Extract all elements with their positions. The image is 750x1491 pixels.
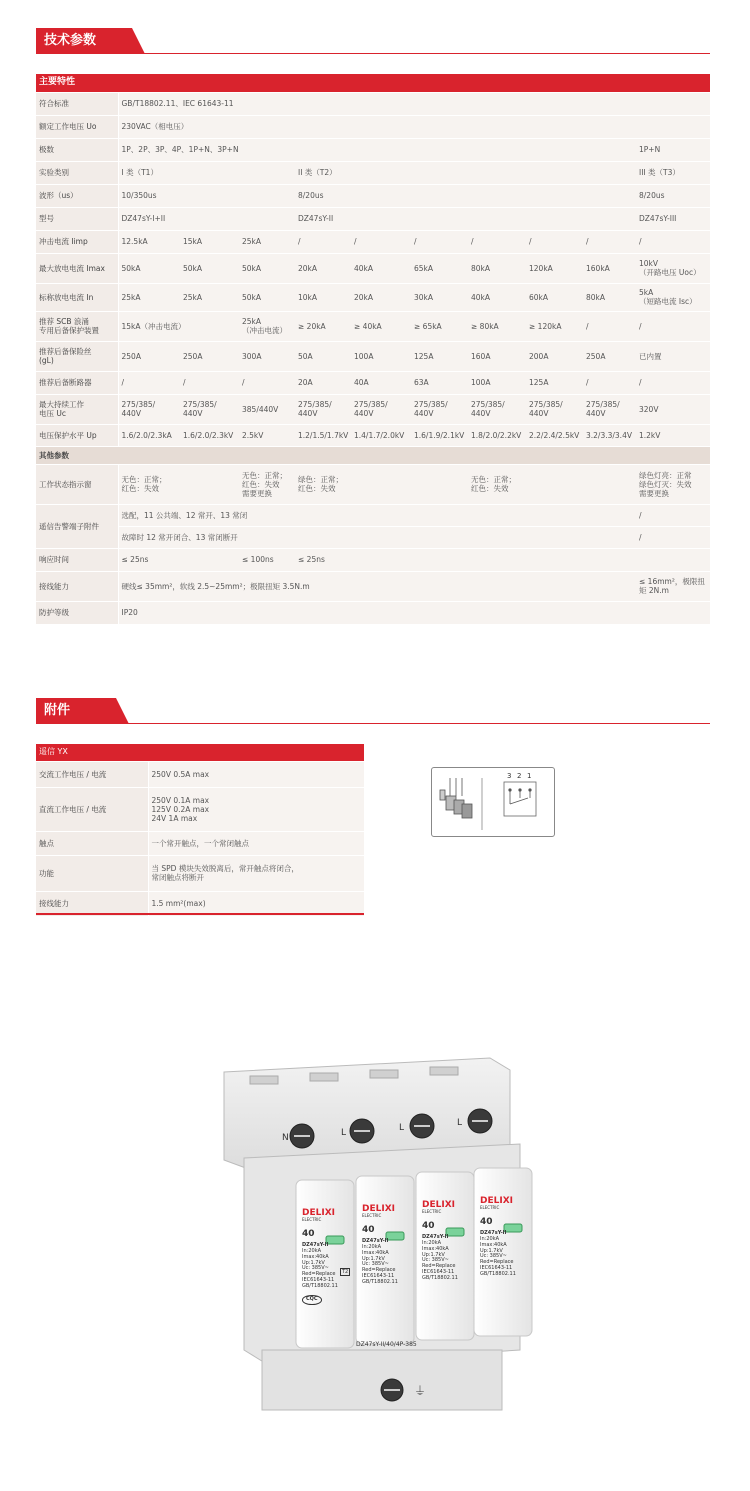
terminal-label-l: L — [457, 1118, 463, 1128]
brand-sub: ELECTRIC — [422, 1209, 442, 1215]
cell: 20kA — [351, 283, 411, 311]
table-row — [36, 761, 364, 787]
terminal-label-n: N — [282, 1133, 289, 1143]
module-label — [302, 1208, 352, 1305]
cell: 无色：正常； 红色：失效 — [468, 464, 636, 504]
table-row — [36, 831, 364, 855]
table-row — [36, 571, 710, 601]
cell: ≥ 65kA — [411, 311, 468, 341]
section-title: 附件 — [36, 698, 116, 724]
table-row — [36, 548, 710, 571]
rating: 40 — [480, 1216, 493, 1227]
table-row — [36, 253, 710, 283]
cell: / — [295, 230, 351, 253]
cert-badge: CQC — [302, 1295, 322, 1305]
cell: / — [636, 504, 710, 526]
cell: 50kA — [118, 253, 180, 283]
cell: 65kA — [411, 253, 468, 283]
wiring-diagram — [431, 767, 555, 837]
cell: 25kA — [180, 283, 239, 311]
cell: 1P、2P、3P、4P、1P+N、3P+N — [118, 138, 636, 161]
cell: 250V 0.1A max 125V 0.2A max 24V 1A max — [148, 787, 364, 831]
cell: 60kA — [526, 283, 583, 311]
cell: 10/350us — [118, 184, 295, 207]
cell: 2.5kV — [239, 424, 295, 446]
row-label: 触点 — [36, 831, 148, 855]
cell: ≤ 16mm²，极限扭矩 2N.m — [636, 571, 710, 601]
cell: 275/385/ 440V — [118, 394, 180, 424]
cell: 一个常开触点，一个常闭触点 — [148, 831, 364, 855]
cell: 硬线≤ 35mm²，软线 2.5~25mm²；极限扭矩 3.5N.m — [118, 571, 636, 601]
cell: 10kA — [295, 283, 351, 311]
cell: 选配，11 公共端、12 常开、13 常闭 — [118, 504, 636, 526]
row-label: 型号 — [36, 207, 118, 230]
row-label: 工作状态指示窗 — [36, 464, 118, 504]
cell: 80kA — [468, 253, 526, 283]
cell: 1P+N — [636, 138, 710, 161]
cell: ≥ 20kA — [295, 311, 351, 341]
spec-lines: In:20kA Imax:40kA Up:1.7kV Uc: 385V~ Red=Replace IEC61643-11 GB/T18802.11 — [480, 1236, 516, 1277]
wiring-diagram-icon — [432, 768, 556, 838]
table-row — [36, 311, 710, 341]
brand-logo: DELIXI — [362, 1204, 395, 1214]
brand-logo: DELIXI — [422, 1200, 455, 1210]
accessory-table — [36, 744, 364, 917]
cell: DZ47sY-I+II — [118, 207, 295, 230]
table-row — [36, 283, 710, 311]
cell: ≤ 25ns — [295, 548, 710, 571]
table-row — [36, 138, 710, 161]
section-header-acc — [36, 698, 710, 724]
model-text: DZ47sY-II — [480, 1230, 507, 1237]
cell: 10kV （开路电压 Uoc） — [636, 253, 710, 283]
cell: 100A — [468, 371, 526, 394]
cell: 50A — [295, 341, 351, 371]
cell: 20kA — [295, 253, 351, 283]
cell: 80kA — [583, 283, 636, 311]
cell: 3.2/3.3/3.4V — [583, 424, 636, 446]
cell: 1.2kV — [636, 424, 710, 446]
cell: II 类（T2） — [295, 161, 636, 184]
cell: 1.4/1.7/2.0kV — [351, 424, 411, 446]
cell: 300A — [239, 341, 295, 371]
model-text: DZ47sY-II — [362, 1238, 389, 1245]
cell: / — [636, 371, 710, 394]
table-row — [36, 464, 710, 504]
cell: 320V — [636, 394, 710, 424]
cell: 120kA — [526, 253, 583, 283]
cell: DZ47sY-II — [295, 207, 636, 230]
spec-lines: In:20kA Imax:40kA Up:1.7kV Uc: 385V~ Red=Replace IEC61643-11 GB/T18802.11 — [302, 1248, 338, 1289]
terminal-number: 3 — [507, 772, 512, 780]
cell: / — [411, 230, 468, 253]
row-label: 防护等级 — [36, 601, 118, 624]
cell: 1.5 mm²(max) — [148, 891, 364, 916]
terminal-number: 2 — [517, 772, 522, 780]
cell: 250A — [118, 341, 180, 371]
terminal-label-l: L — [399, 1123, 405, 1133]
module-label — [362, 1204, 412, 1285]
cell: DZ47sY-III — [636, 207, 710, 230]
cell: GB/T18802.11、IEC 61643-11 — [118, 92, 710, 115]
cell: / — [636, 230, 710, 253]
row-label: 额定工作电压 Uo — [36, 115, 118, 138]
cell: 230VAC（相电压） — [118, 115, 710, 138]
row-label: 冲击电流 Iimp — [36, 230, 118, 253]
row-label: 实验类别 — [36, 161, 118, 184]
cell: 63A — [411, 371, 468, 394]
cell: 20A — [295, 371, 351, 394]
cell: 25kA — [118, 283, 180, 311]
row-label: 直流工作电压 / 电流 — [36, 787, 148, 831]
row-label: 遥信告警端子附件 — [36, 504, 118, 548]
row-label: 响应时间 — [36, 548, 118, 571]
row-label: 交流工作电压 / 电流 — [36, 761, 148, 787]
row-label: 推荐后备断路器 — [36, 371, 118, 394]
row-label: 最大放电电流 Imax — [36, 253, 118, 283]
table-row — [36, 504, 710, 526]
cell: IP20 — [118, 601, 710, 624]
section-header-tech — [36, 28, 710, 54]
table-row — [36, 184, 710, 207]
row-label: 标称放电电流 In — [36, 283, 118, 311]
cell: 275/385/ 440V — [526, 394, 583, 424]
cell: III 类（T3） — [636, 161, 710, 184]
table-row — [36, 601, 710, 624]
spec-lines: In:20kA Imax:40kA Up:1.7kV Uc: 385V~ Red=Replace IEC61643-11 GB/T18802.11 — [362, 1244, 398, 1285]
cell: 5kA （短路电流 Isc） — [636, 283, 710, 311]
cell: / — [583, 371, 636, 394]
cell: 2.2/2.4/2.5kV — [526, 424, 583, 446]
cell: 当 SPD 模块失效脱离后，常开触点将闭合， 常闭触点将断开 — [148, 855, 364, 891]
cell: 160kA — [583, 253, 636, 283]
model-text: DZ47sY-II — [302, 1242, 329, 1249]
cell: 1.6/1.9/2.1kV — [411, 424, 468, 446]
other-params-title: 其他参数 — [36, 446, 710, 464]
row-label: 符合标准 — [36, 92, 118, 115]
product-image — [0, 930, 750, 1491]
table-row — [36, 394, 710, 424]
cell: 50kA — [180, 253, 239, 283]
table-row — [36, 371, 710, 394]
cell: ≥ 120kA — [526, 311, 583, 341]
row-label: 波形（us） — [36, 184, 118, 207]
class-badge: T2 — [342, 1269, 349, 1275]
accessory-title: 遥信 YX — [36, 744, 148, 761]
cell: 40kA — [468, 283, 526, 311]
cell: 1.2/1.5/1.7kV — [295, 424, 351, 446]
brand-sub: ELECTRIC — [362, 1213, 382, 1219]
row-label: 推荐后备保险丝 (gL) — [36, 341, 118, 371]
cell: ≥ 80kA — [468, 311, 526, 341]
cell: ≤ 100ns — [239, 548, 295, 571]
cell: 绿色：正常； 红色：失效 — [295, 464, 468, 504]
row-label: 最大持续工作 电压 Uc — [36, 394, 118, 424]
row-label: 推荐 SCB 浪涌 专用后备保护装置 — [36, 311, 118, 341]
module-label — [480, 1196, 530, 1277]
cell: / — [583, 311, 636, 341]
cell: / — [468, 230, 526, 253]
cell: 8/20us — [295, 184, 636, 207]
cell: 30kA — [411, 283, 468, 311]
module-label — [422, 1200, 472, 1281]
accessory-table-border — [36, 913, 364, 915]
table-row — [36, 230, 710, 253]
table-row — [36, 855, 364, 891]
cell: 250V 0.5A max — [148, 761, 364, 787]
cell: / — [583, 230, 636, 253]
brand-sub: ELECTRIC — [302, 1217, 322, 1223]
cell: / — [351, 230, 411, 253]
row-label: 极数 — [36, 138, 118, 161]
cell: / — [239, 371, 295, 394]
cell: / — [180, 371, 239, 394]
cell: 250A — [180, 341, 239, 371]
table-row — [36, 207, 710, 230]
cell: 40kA — [351, 253, 411, 283]
cell: / — [118, 371, 180, 394]
table-row — [36, 424, 710, 446]
cell: 275/385/ 440V — [295, 394, 351, 424]
spec-lines: In:20kA Imax:40kA Up:1.7kV Uc: 385V~ Red=Replace IEC61643-11 GB/T18802.11 — [422, 1240, 458, 1281]
table-row — [36, 92, 710, 115]
cell: 1.8/2.0/2.2kV — [468, 424, 526, 446]
cell: 无色：正常； 红色：失效 需要更换 — [239, 464, 295, 504]
table-row — [36, 161, 710, 184]
cell: 100A — [351, 341, 411, 371]
table-row — [36, 341, 710, 371]
cell: / — [526, 230, 583, 253]
cell: 已内置 — [636, 341, 710, 371]
cell: 15kA（冲击电流） — [118, 311, 239, 341]
brand-logo: DELIXI — [302, 1208, 335, 1218]
cell: 50kA — [239, 283, 295, 311]
rating: 40 — [302, 1228, 315, 1239]
cell: 275/385/ 440V — [411, 394, 468, 424]
rating: 40 — [362, 1224, 375, 1235]
cell: 8/20us — [636, 184, 710, 207]
model-text: DZ47sY-II — [422, 1234, 449, 1241]
cell: 50kA — [239, 253, 295, 283]
cell: 15kA — [180, 230, 239, 253]
cell: 275/385/ 440V — [583, 394, 636, 424]
cell: 故障时 12 常开闭合、13 常闭断开 — [118, 526, 636, 548]
row-label: 接线能力 — [36, 891, 148, 916]
ground-icon: ⏚ — [414, 1384, 427, 1398]
cell: 200A — [526, 341, 583, 371]
cell: 125A — [411, 341, 468, 371]
section-title: 技术参数 — [36, 28, 132, 54]
cell: 275/385/ 440V — [351, 394, 411, 424]
row-label: 功能 — [36, 855, 148, 891]
cell: 无色：正常； 红色：失效 — [118, 464, 239, 504]
table-row — [36, 787, 364, 831]
cell: 275/385/ 440V — [180, 394, 239, 424]
cell: ≥ 40kA — [351, 311, 411, 341]
cell: 1.6/2.0/2.3kV — [180, 424, 239, 446]
cell: 绿色灯亮：正常 绿色灯灭：失效 需要更换 — [636, 464, 710, 504]
cell: 160A — [468, 341, 526, 371]
cell: 250A — [583, 341, 636, 371]
spec-table — [36, 74, 710, 625]
table-row — [36, 115, 710, 138]
cell: 25kA （冲击电流） — [239, 311, 295, 341]
cell: I 类（T1） — [118, 161, 295, 184]
brand-logo: DELIXI — [480, 1196, 513, 1206]
cell: 40A — [351, 371, 411, 394]
cell: ≤ 25ns — [118, 548, 239, 571]
cell: / — [636, 526, 710, 548]
bottom-model-label: DZ47sY-II/40/4P-385 — [356, 1341, 417, 1348]
cell: 1.6/2.0/2.3kA — [118, 424, 180, 446]
row-label: 接线能力 — [36, 571, 118, 601]
table-row — [36, 526, 710, 548]
terminal-number: 1 — [527, 772, 532, 780]
cell: 385/440V — [239, 394, 295, 424]
brand-sub: ELECTRIC — [480, 1205, 500, 1211]
row-label: 电压保护水平 Up — [36, 424, 118, 446]
cell: 275/385/ 440V — [468, 394, 526, 424]
cell: 125A — [526, 371, 583, 394]
spec-title: 主要特性 — [36, 74, 710, 92]
cell: 25kA — [239, 230, 295, 253]
rating: 40 — [422, 1220, 435, 1231]
cell: 12.5kA — [118, 230, 180, 253]
terminal-label-l: L — [341, 1128, 347, 1138]
cell: / — [636, 311, 710, 341]
